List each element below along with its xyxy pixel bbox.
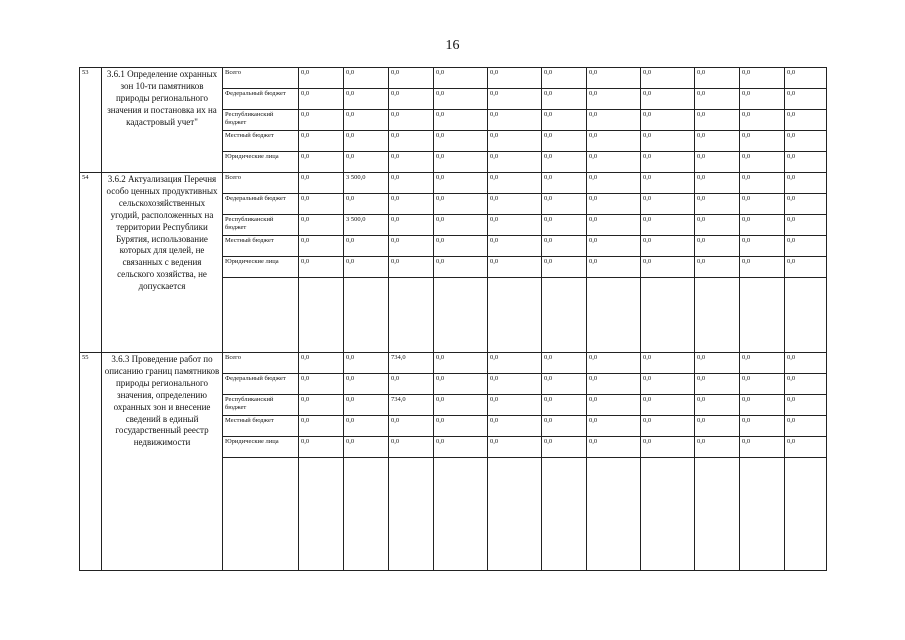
funding-value: 0,0 (299, 152, 344, 173)
funding-value: 0,0 (389, 437, 434, 458)
funding-value: 0,0 (488, 416, 542, 437)
funding-value: 0,0 (344, 374, 389, 395)
funding-value: 0,0 (641, 416, 695, 437)
funding-source: Юридические лица (223, 152, 299, 173)
empty-cell (299, 278, 344, 353)
funding-value: 0,0 (344, 437, 389, 458)
funding-value: 0,0 (434, 374, 488, 395)
funding-value: 0,0 (587, 437, 641, 458)
funding-value: 0,0 (389, 152, 434, 173)
funding-source: Местный бюджет (223, 416, 299, 437)
funding-value: 0,0 (299, 110, 344, 131)
empty-cell (223, 458, 299, 571)
funding-value: 0,0 (344, 68, 389, 89)
funding-value: 0,0 (344, 257, 389, 278)
funding-value: 0,0 (785, 395, 827, 416)
funding-value: 0,0 (785, 416, 827, 437)
funding-value: 0,0 (785, 236, 827, 257)
funding-value: 0,0 (740, 215, 785, 236)
funding-value: 0,0 (695, 110, 740, 131)
funding-source: Всего (223, 68, 299, 89)
empty-cell (785, 458, 827, 571)
funding-source: Федеральный бюджет (223, 89, 299, 110)
funding-value: 0,0 (488, 437, 542, 458)
funding-value: 0,0 (542, 416, 587, 437)
funding-value: 0,0 (785, 215, 827, 236)
funding-value: 0,0 (488, 110, 542, 131)
funding-value: 0,0 (488, 173, 542, 194)
funding-source: Всего (223, 173, 299, 194)
funding-value: 0,0 (389, 374, 434, 395)
funding-value: 0,0 (587, 353, 641, 374)
funding-value: 0,0 (641, 68, 695, 89)
funding-value: 0,0 (695, 131, 740, 152)
funding-value: 0,0 (695, 416, 740, 437)
funding-value: 0,0 (299, 89, 344, 110)
funding-value: 0,0 (587, 152, 641, 173)
empty-cell (389, 458, 434, 571)
funding-value: 0,0 (740, 89, 785, 110)
funding-value: 0,0 (434, 89, 488, 110)
funding-value: 0,0 (299, 257, 344, 278)
funding-value: 0,0 (434, 215, 488, 236)
funding-source: Местный бюджет (223, 236, 299, 257)
table-row (80, 173, 827, 194)
funding-value: 0,0 (785, 257, 827, 278)
funding-value: 0,0 (785, 131, 827, 152)
funding-value: 0,0 (434, 257, 488, 278)
funding-value: 0,0 (785, 173, 827, 194)
funding-value: 0,0 (344, 131, 389, 152)
empty-cell (542, 458, 587, 571)
funding-value: 0,0 (587, 173, 641, 194)
funding-source: Юридические лица (223, 257, 299, 278)
funding-value: 0,0 (389, 89, 434, 110)
empty-cell (587, 278, 641, 353)
funding-value: 0,0 (587, 194, 641, 215)
empty-cell (740, 278, 785, 353)
empty-cell (389, 278, 434, 353)
funding-value: 0,0 (641, 110, 695, 131)
funding-value: 0,0 (488, 215, 542, 236)
funding-value: 0,0 (695, 89, 740, 110)
funding-value: 0,0 (740, 152, 785, 173)
funding-value: 0,0 (740, 257, 785, 278)
funding-value: 0,0 (488, 131, 542, 152)
funding-value: 0,0 (434, 437, 488, 458)
funding-value: 0,0 (740, 194, 785, 215)
funding-value: 0,0 (641, 152, 695, 173)
funding-value: 0,0 (488, 395, 542, 416)
empty-cell (488, 278, 542, 353)
funding-value: 0,0 (389, 110, 434, 131)
funding-value: 0,0 (434, 110, 488, 131)
row-number: 53 (80, 68, 102, 173)
empty-cell (695, 278, 740, 353)
funding-value: 0,0 (299, 236, 344, 257)
funding-value: 0,0 (434, 131, 488, 152)
funding-value: 0,0 (434, 152, 488, 173)
empty-cell (695, 458, 740, 571)
funding-value: 0,0 (587, 110, 641, 131)
funding-value: 0,0 (542, 257, 587, 278)
funding-value: 0,0 (389, 194, 434, 215)
funding-value: 0,0 (740, 416, 785, 437)
funding-value: 0,0 (785, 152, 827, 173)
funding-value: 0,0 (542, 437, 587, 458)
empty-cell (434, 458, 488, 571)
funding-value: 0,0 (299, 416, 344, 437)
funding-value: 0,0 (587, 236, 641, 257)
funding-value: 0,0 (434, 236, 488, 257)
funding-value: 0,0 (434, 173, 488, 194)
funding-value: 0,0 (641, 173, 695, 194)
funding-value: 0,0 (488, 89, 542, 110)
funding-value: 0,0 (785, 374, 827, 395)
funding-source: Всего (223, 353, 299, 374)
funding-value: 0,0 (695, 374, 740, 395)
funding-value: 734,0 (389, 353, 434, 374)
funding-value: 0,0 (344, 395, 389, 416)
funding-value: 0,0 (389, 173, 434, 194)
empty-cell (223, 278, 299, 353)
funding-value: 0,0 (542, 395, 587, 416)
funding-value: 0,0 (542, 68, 587, 89)
funding-value: 0,0 (740, 353, 785, 374)
funding-value: 0,0 (389, 131, 434, 152)
funding-value: 0,0 (434, 353, 488, 374)
page-number: 16 (445, 38, 460, 53)
funding-value: 0,0 (389, 416, 434, 437)
funding-value: 0,0 (641, 437, 695, 458)
funding-value: 0,0 (542, 194, 587, 215)
funding-value: 0,0 (389, 257, 434, 278)
measure-description: 3.6.3 Проведение работ по описанию границ памятников природы регионального значения, определению охранных зон и внесение сведений в единый государственный реестр недвижимости (102, 353, 223, 571)
funding-value: 0,0 (389, 215, 434, 236)
empty-cell (785, 278, 827, 353)
funding-value: 0,0 (344, 236, 389, 257)
funding-source: Федеральный бюджет (223, 194, 299, 215)
funding-value: 3 500,0 (344, 215, 389, 236)
funding-value: 0,0 (641, 257, 695, 278)
funding-value: 0,0 (587, 416, 641, 437)
funding-value: 0,0 (587, 257, 641, 278)
funding-value: 0,0 (740, 110, 785, 131)
funding-value: 0,0 (542, 353, 587, 374)
funding-value: 0,0 (488, 374, 542, 395)
funding-source: Республиканский бюджет (223, 395, 299, 416)
funding-value: 0,0 (785, 353, 827, 374)
empty-cell (641, 458, 695, 571)
funding-value: 0,0 (299, 353, 344, 374)
funding-value: 0,0 (641, 374, 695, 395)
empty-cell (299, 458, 344, 571)
funding-value: 0,0 (695, 68, 740, 89)
funding-value: 0,0 (740, 131, 785, 152)
funding-value: 0,0 (542, 374, 587, 395)
empty-cell (344, 458, 389, 571)
funding-value: 0,0 (488, 257, 542, 278)
funding-value: 0,0 (299, 395, 344, 416)
funding-value: 0,0 (695, 353, 740, 374)
funding-value: 0,0 (488, 152, 542, 173)
row-number: 55 (80, 353, 102, 571)
funding-value: 0,0 (344, 194, 389, 215)
empty-cell (344, 278, 389, 353)
funding-value: 0,0 (587, 215, 641, 236)
empty-cell (488, 458, 542, 571)
budget-table (79, 67, 827, 571)
table-row (80, 353, 827, 374)
funding-value: 0,0 (740, 173, 785, 194)
funding-value: 0,0 (587, 89, 641, 110)
funding-value: 0,0 (785, 68, 827, 89)
funding-value: 0,0 (695, 236, 740, 257)
funding-value: 0,0 (641, 194, 695, 215)
funding-value: 734,0 (389, 395, 434, 416)
funding-value: 0,0 (344, 110, 389, 131)
funding-source: Местный бюджет (223, 131, 299, 152)
funding-value: 0,0 (740, 437, 785, 458)
funding-value: 0,0 (299, 68, 344, 89)
empty-cell (740, 458, 785, 571)
funding-source: Республиканский бюджет (223, 110, 299, 131)
funding-value: 0,0 (299, 173, 344, 194)
funding-value: 0,0 (299, 437, 344, 458)
funding-value: 0,0 (641, 89, 695, 110)
funding-value: 0,0 (488, 353, 542, 374)
funding-value: 0,0 (542, 236, 587, 257)
empty-cell (542, 278, 587, 353)
funding-value: 0,0 (542, 152, 587, 173)
empty-cell (641, 278, 695, 353)
funding-value: 0,0 (542, 173, 587, 194)
empty-cell (434, 278, 488, 353)
funding-value: 0,0 (641, 353, 695, 374)
funding-value: 0,0 (641, 395, 695, 416)
funding-value: 0,0 (344, 416, 389, 437)
funding-value: 0,0 (344, 89, 389, 110)
funding-value: 0,0 (740, 374, 785, 395)
funding-source: Республиканский бюджет (223, 215, 299, 236)
funding-value: 0,0 (695, 194, 740, 215)
funding-value: 0,0 (299, 131, 344, 152)
funding-source: Юридические лица (223, 437, 299, 458)
funding-value: 0,0 (587, 131, 641, 152)
funding-value: 0,0 (389, 236, 434, 257)
funding-value: 0,0 (488, 68, 542, 89)
table-body (80, 68, 827, 571)
funding-value: 0,0 (785, 89, 827, 110)
funding-value: 0,0 (641, 215, 695, 236)
funding-value: 0,0 (740, 236, 785, 257)
funding-value: 0,0 (542, 110, 587, 131)
funding-value: 0,0 (587, 68, 641, 89)
funding-value: 0,0 (299, 374, 344, 395)
funding-value: 0,0 (587, 374, 641, 395)
funding-value: 0,0 (389, 68, 434, 89)
funding-value: 0,0 (740, 68, 785, 89)
funding-value: 0,0 (641, 131, 695, 152)
funding-value: 0,0 (488, 194, 542, 215)
funding-value: 0,0 (695, 257, 740, 278)
funding-value: 0,0 (785, 110, 827, 131)
funding-value: 0,0 (344, 353, 389, 374)
funding-value: 0,0 (695, 437, 740, 458)
empty-cell (587, 458, 641, 571)
funding-value: 0,0 (785, 437, 827, 458)
funding-source: Федеральный бюджет (223, 374, 299, 395)
funding-value: 0,0 (587, 395, 641, 416)
funding-value: 0,0 (434, 194, 488, 215)
funding-value: 0,0 (542, 89, 587, 110)
measure-description: 3.6.1 Определение охранных зон 10-ти памятников природы регионального значения и постановка их на кадастровый учет" (102, 68, 223, 173)
row-number: 54 (80, 173, 102, 353)
table-row (80, 68, 827, 89)
funding-value: 0,0 (695, 215, 740, 236)
funding-value: 0,0 (641, 236, 695, 257)
funding-value: 0,0 (344, 152, 389, 173)
funding-value: 0,0 (434, 68, 488, 89)
funding-value: 0,0 (785, 194, 827, 215)
funding-value: 0,0 (299, 215, 344, 236)
funding-value: 0,0 (740, 395, 785, 416)
funding-value: 0,0 (695, 395, 740, 416)
funding-value: 0,0 (434, 416, 488, 437)
measure-description: 3.6.2 Актуализация Перечня особо ценных продуктивных сельскохозяйственных угодий, расположенных на территории Республики Бурятия, использование которых для целей, не связанных с ведения сельского хозяйства, не допускается (102, 173, 223, 353)
funding-value: 0,0 (488, 236, 542, 257)
funding-value: 0,0 (695, 152, 740, 173)
funding-value: 0,0 (434, 395, 488, 416)
funding-value: 0,0 (299, 194, 344, 215)
funding-value: 0,0 (542, 131, 587, 152)
funding-value: 3 500,0 (344, 173, 389, 194)
funding-value: 0,0 (695, 173, 740, 194)
funding-value: 0,0 (542, 215, 587, 236)
